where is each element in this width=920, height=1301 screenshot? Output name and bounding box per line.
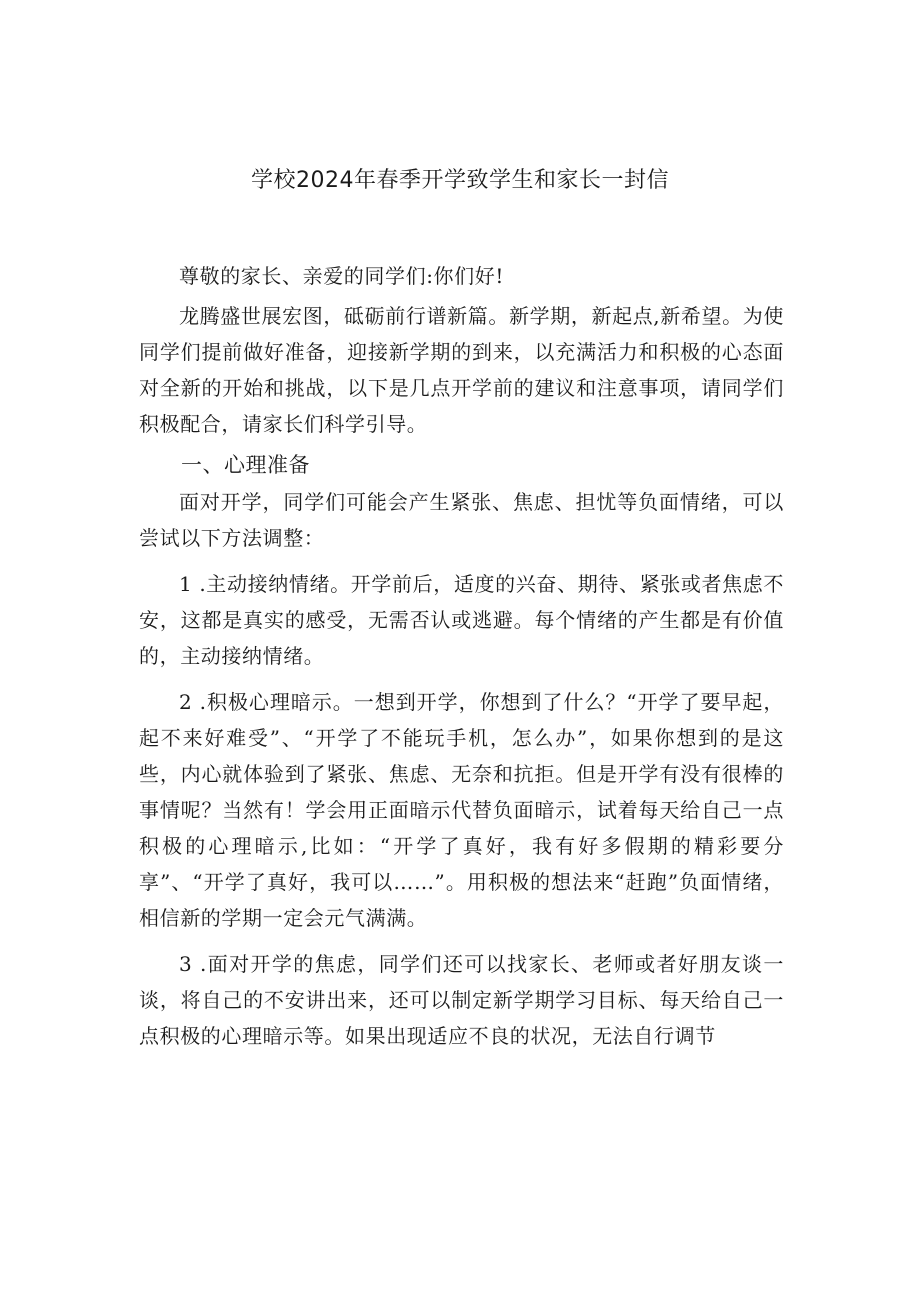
document-title: 学校2024年春季开学致学生和家长一封信 <box>251 168 669 193</box>
list-item-3: 3 .面对开学的焦虑，同学们还可以找家长、老师或者好朋友谈一谈，将自己的不安讲出来，还可以制定新学期学习目标、每天给自己一点积极的心理暗示等。如果出现适应不良的状况，无法自行调节 <box>139 952 784 1048</box>
document-body <box>139 258 784 1054</box>
list-item-2: 2 .积极心理暗示。一想到开学，你想到了什么？“开学了要早起，起不来好难受”、“开学了不能玩手机，怎么办”，如果你想到的是这些，内心就体验到了紧张、焦虑、无奈和抗拒。但是开学有没有很棒的事情呢？当然有！学会用正面暗示代替负面暗示，试着每天给自己一点积极的心理暗示,比如：“开学了真好，我有好多假期的精彩要分享”、“开学了真好，我可以……”。用积极的想法来“赶跑”负面情绪，相信新的学期一定会元气满满。 <box>139 690 784 930</box>
greeting: 尊敬的家长、亲爱的同学们:你们好! <box>179 264 504 288</box>
intro-paragraph: 龙腾盛世展宏图，砥砺前行谱新篇。新学期，新起点,新希望。为使同学们提前做好准备，迎接新学期的到来，以充满活力和积极的心态面对全新的开始和挑战，以下是几点开学前的建议和注意事项，请同学们积极配合，请家长们科学引导。 <box>139 304 784 436</box>
section-heading: 一、心理准备 <box>181 453 310 477</box>
list-item-1: 1 .主动接纳情绪。开学前后，适度的兴奋、期待、紧张或者焦虑不安，这都是真实的感受，无需否认或逃避。每个情绪的产生都是有价值的，主动接纳情绪。 <box>139 572 784 668</box>
section-lead-paragraph: 面对开学，同学们可能会产生紧张、焦虑、担忧等负面情绪，可以尝试以下方法调整： <box>139 490 784 550</box>
